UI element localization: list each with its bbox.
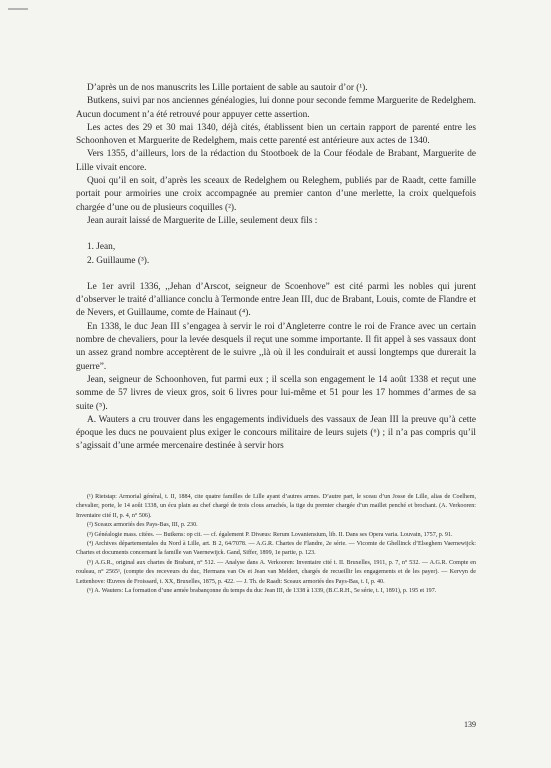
paragraph: A. Wauters a cru trouver dans les engagements individuels des vassaux de Jean III la preuve qu’à cette époque les ducs ne pouvaient plus exiger le concours militaire de leurs sujets (⁶) ; il n’a pas compris qu’il s’agissait d’une armée mercenaire destinée à servir hors (76, 414, 476, 452)
paragraph-gap (76, 268, 476, 281)
scan-artifact-mark (8, 8, 28, 10)
footnote: (¹) Rietstap: Armorial général, t. II, 1884, cite quatre familles de Lille ayant d’autres armes. D’autre part, le sceau d’un Josse de Lille, alias de Coelhem, chevalier, porte, le 14 août 1338, un écu plain au chef chargé de trois clous arrachés, la tige du premier chargée d’un maillet penché et brochant. (A. Verkooren: Inventaire cité II, p. 4, n° 506). (76, 494, 476, 519)
footnote: (³) Généalogie mass. citées. — Butkens: op cit. — cf. également P. Divæus: Rerum Lovaniensium, lib. II. Dans ses Opera varia. Louvain, 1757, p. 91. (87, 531, 453, 538)
list-item: 1. Jean, (87, 242, 116, 253)
footnotes (76, 493, 476, 596)
paragraph: Quoi qu’il en soit, d’après les sceaux de Redelghem ou Releghem, publiés par de Raadt, cette famille portait pour armoiries une croix accompagnée au premier canton d’une merlette, la croix quelquefois chargée d’une ou de plusieurs coquilles (²). (76, 176, 476, 213)
paragraph: Jean, seigneur de Schoonhoven, fut parmi eux ; il scella son engagement le 14 août 1338 et reçut une somme de 57 livres de vieux gros, soit 6 livres pour lui-même et 51 pour les 17 hommes d’armes de sa suite (⁵). (76, 374, 476, 412)
list-item: 2. Guillaume (³). (87, 255, 150, 266)
footnote: (⁴) Archives départementales du Nord à Lille, art. B 2, 64/7078. — A.G.R. Chartes de Flandre, 2e série. — Vicomte de Ghellinck d’Elseghem Vaernewijck: Chartes et documents concernant la famille van Vaernewijck. Gand, Siffer, 1899, 1e partie, p. 123. (76, 541, 476, 557)
paragraph: D’après un de nos manuscrits les Lille portaient de sable au sautoir d’or (¹). (87, 83, 368, 93)
paragraph: Vers 1355, d’ailleurs, lors de la rédaction du Stootboek de la Cour féodale de Brabant, Marguerite de Lille vivait encore. (76, 149, 476, 173)
paragraph: Jean aurait laissé de Marguerite de Lille, seulement deux fils : (87, 215, 318, 226)
footnote: (⁶) A. Wauters: La formation d’une armée brabançonne du temps du duc Jean III, de 1338 à 1339, (B.C.R.H., 5e série, t. I, 1891), p. 195 et 197. (87, 588, 437, 595)
footnote: (²) Sceaux armoriés des Pays-Bas, III, p. 230. (87, 522, 198, 529)
paragraph: Butkens, suivi par nos anciennes généalogies, lui donne pour seconde femme Marguerite de Redelghem. Aucun document n’a été retrouvé pour appuyer cette assertion. (76, 96, 476, 120)
paragraph: En 1338, le duc Jean III s’engagea à servir le roi d’Angleterre contre le roi de France avec un certain nombre de chevaliers, pour la levée desquels il reçut une somme importante. Il fit appel à ses vassaux dont un assez grand nombre acceptèrent de le suivre ,,là où il les conduirait et aussi longtemps que durerait la guerre”. (76, 321, 476, 372)
page-number: 139 (464, 720, 476, 729)
body-text (76, 82, 476, 454)
paragraph: Le 1er avril 1336, ,,Jehan d’Arscot, seigneur de Scoenhove” est cité parmi les nobles qui jurent d’observer le traité d’alliance conclu à Termonde entre Jean III, duc de Brabant, Louis, comte de Flandre et de Nevers, et Guillaume, comte de Hainaut (⁴). (76, 281, 476, 319)
paragraph-gap (76, 228, 476, 241)
paragraph: Les actes des 29 et 30 mai 1340, déjà cités, établissent bien un certain rapport de parenté entre les Schoonhoven et Marguerite de Redelghem, mais cette parenté est antérieure aux actes de 1340. (76, 122, 476, 147)
footnote: (⁵) A.G.R., original aux chartes de Brabant, n° 512. — Analyse dans A. Verkooren: Inventaire cité t. II. Bruxelles, 1911, p. 7, n° 532. — A.G.R. Compte en rouleau, n° 2565¹, (compte des receveurs du duc, Hermans van Os et Jean van Meldert, chargés de recueillir les engagements et de les payer). — Kervyn de Lettenhove: Œuvres de Froissard, t. XX, Bruxelles, 1875, p. 422. — J. Th. de Raadt: Sceaux armoriés des Pays-Bas, t. I, p. 40. (76, 559, 476, 585)
